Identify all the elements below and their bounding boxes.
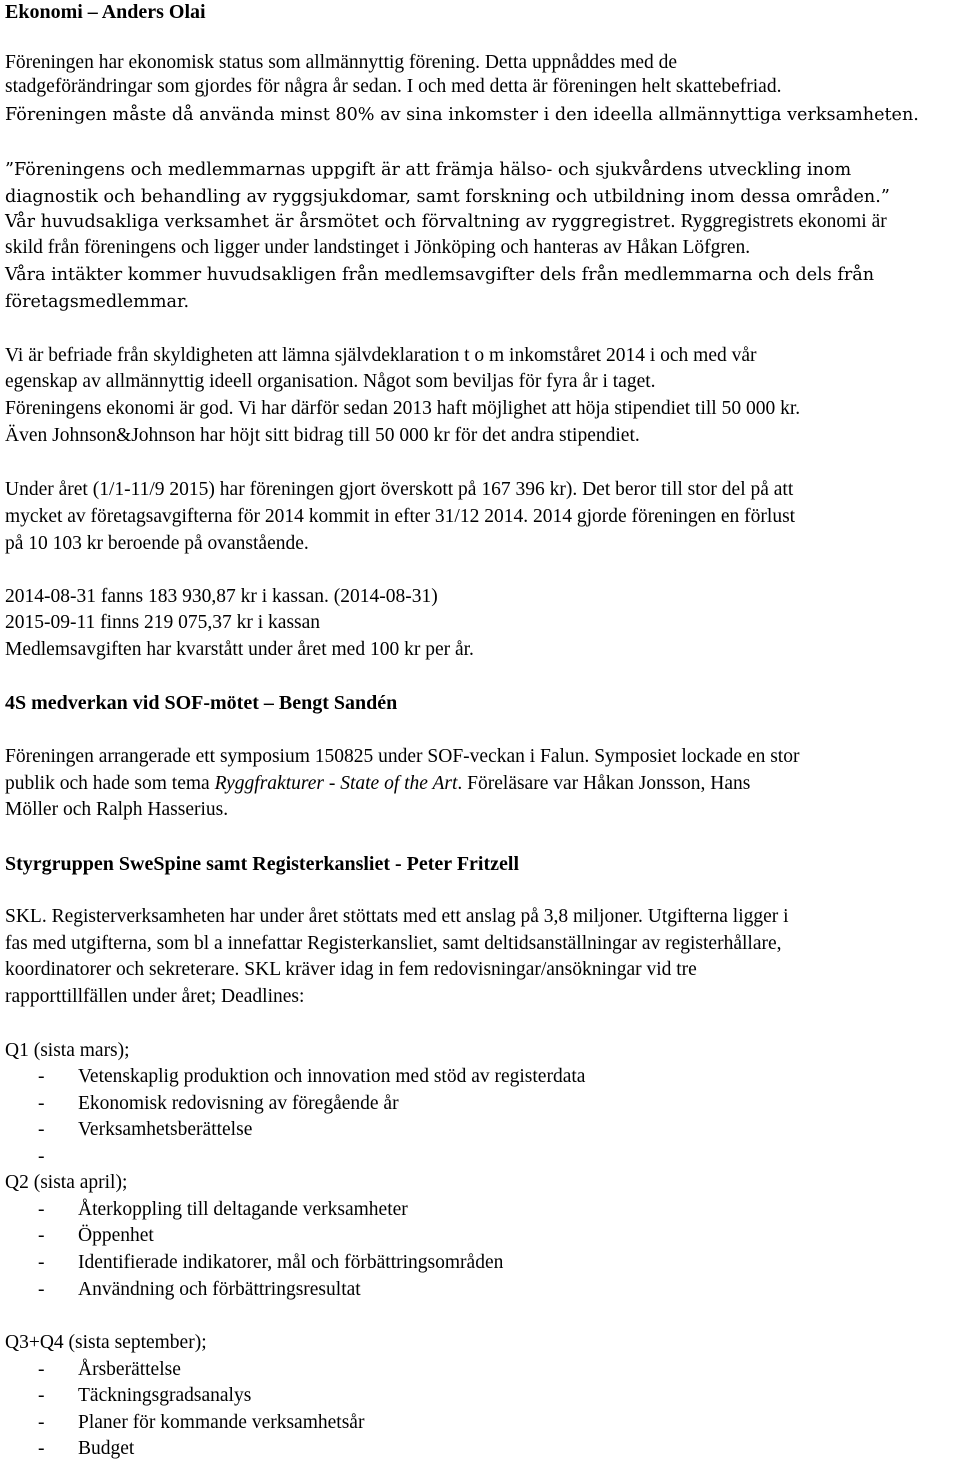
list-item [38, 1437, 134, 1461]
list-item-text: Ekonomisk redovisning av föregående år [78, 1093, 399, 1114]
p4-line-2: egenskap av allmännyttig ideell organisation. Något som beviljas för fyra år i taget. [5, 371, 656, 392]
p3-sentence-b: Ryggregistrets ekonomi är [675, 211, 887, 232]
heading-styrgruppen: Styrgruppen SweSpine samt Registerkansliet - Peter Fritzell [5, 853, 519, 875]
p8-theme-title: Ryggfrakturer - State of the Art [214, 773, 458, 794]
list-item [38, 1358, 181, 1382]
list-item-text: Budget [78, 1438, 135, 1459]
p1-line-1: Föreningen har ekonomisk status som allmännyttig förening. Detta uppnåddes med de [5, 52, 678, 73]
p5-sentence-a: Föreningens ekonomi är god. [5, 398, 234, 419]
list-dash: - [38, 1438, 45, 1459]
list-item-text: Planer för kommande verksamhetsår [78, 1412, 365, 1433]
list-item-text: Verksamhetsberättelse [78, 1119, 253, 1140]
p9-line-3: koordinatorer och sekreterare. SKL kräver idag in fem redovisningar/ansökningar vid tre [5, 959, 697, 980]
p3-line-2: skild från föreningens och ligger under landstinget i Jönköping och hanteras av Håkan Löfgren. [5, 237, 751, 258]
p8-line-2-pre: publik och hade som tema [5, 773, 215, 794]
list-item-text: Återkoppling till deltagande verksamheter [78, 1199, 408, 1220]
p6-line-2: mycket av företagsavgifterna för 2014 kommit in efter 31/12 2014. 2014 gjorde föreningen en förlust [5, 506, 796, 527]
list-item-text: Vetenskaplig produktion och innovation med stöd av registerdata [78, 1066, 586, 1087]
p5-line-1 [5, 397, 800, 421]
list-item [38, 1092, 399, 1116]
heading-ekonomi: Ekonomi – Anders Olai [5, 1, 206, 23]
list-item [38, 1384, 251, 1408]
p8-line-1: Föreningen arrangerade ett symposium 150825 under SOF-veckan i Falun. Symposiet lockade en stor [5, 746, 800, 767]
p3-line-4: företagsmedlemmar. [5, 292, 190, 312]
heading-4s-medverkan: 4S medverkan vid SOF-mötet – Bengt Sandén [5, 692, 398, 714]
list-dash: - [38, 1066, 45, 1087]
p8-line-3: Möller och Ralph Hasserius. [5, 799, 229, 820]
list-item-text: Användning och förbättringsresultat [78, 1279, 361, 1300]
p8-line-2 [5, 772, 750, 796]
list-item-text: Öppenhet [78, 1225, 154, 1246]
p9-line-4: rapporttillfällen under året; Deadlines: [5, 986, 305, 1007]
list-item [38, 1145, 78, 1169]
list-dash: - [38, 1199, 45, 1220]
list-dash: - [38, 1252, 45, 1273]
p9-line-2: fas med utgifterna, som bl a innefattar Registerkansliet, samt deltidsanställningar av registerhållare, [5, 933, 782, 954]
list-dash: - [38, 1146, 45, 1167]
list-item-text: Årsberättelse [78, 1359, 181, 1380]
p6-line-3: på 10 103 kr beroende på ovanstående. [5, 533, 309, 554]
list-item [38, 1251, 503, 1275]
p7-line-3: Medlemsavgiften har kvarstått under året med 100 kr per år. [5, 639, 474, 660]
q34-label: Q3+Q4 (sista september); [5, 1332, 207, 1353]
list-dash: - [38, 1279, 45, 1300]
list-dash: - [38, 1385, 45, 1406]
p8-line-2-post: . Föreläsare var Håkan Jonsson, Hans [457, 773, 751, 794]
list-dash: - [38, 1093, 45, 1114]
list-item [38, 1118, 252, 1142]
list-item [38, 1198, 408, 1222]
q2-label: Q2 (sista april); [5, 1172, 128, 1193]
list-item-text: Identifierade indikatorer, mål och förbättringsområden [78, 1252, 504, 1273]
p2-line-2: diagnostik och behandling av ryggsjukdomar, samt forskning och utbildning inom dessa områden.” [5, 187, 890, 207]
p1-line-2: stadgeförändringar som gjordes för några år sedan. I och med detta är föreningen helt skattebefriad. [5, 76, 782, 97]
p9-line-1: SKL. Registerverksamheten har under året stöttats med ett anslag på 3,8 miljoner. Utgifterna ligger i [5, 906, 789, 927]
list-item [38, 1065, 585, 1089]
p7-line-2: 2015-09-11 finns 219 075,37 kr i kassan [5, 612, 321, 633]
list-item-text: Täckningsgradsanalys [78, 1385, 252, 1406]
p5-line-2: Även Johnson&Johnson har höjt sitt bidrag till 50 000 kr för det andra stipendiet. [5, 425, 640, 446]
p3-line-1 [5, 210, 887, 234]
q1-label: Q1 (sista mars); [5, 1040, 130, 1061]
list-dash: - [38, 1359, 45, 1380]
p3-line-3: Våra intäkter kommer huvudsakligen från medlemsavgifter dels från medlemmarna och dels från [5, 265, 875, 285]
list-dash: - [38, 1225, 45, 1246]
list-item [38, 1224, 154, 1248]
list-item [38, 1278, 361, 1302]
list-dash: - [38, 1412, 45, 1433]
p5-sentence-b: Vi har därför sedan 2013 haft möjlighet att höja stipendiet till 50 000 kr. [233, 398, 801, 419]
p7-line-1: 2014-08-31 fanns 183 930,87 kr i kassan. (2014-08-31) [5, 586, 438, 607]
list-item [38, 1411, 364, 1435]
p1-line-3: Föreningen måste då använda minst 80% av sina inkomster i den ideella allmännyttiga verksamheten. [5, 105, 919, 125]
p4-line-1: Vi är befriade från skyldigheten att lämna självdeklaration t o m inkomståret 2014 i och med vår [5, 345, 757, 366]
p3-sentence-a: Vår huvudsakliga verksamhet är årsmötet och förvaltning av ryggregistret. [5, 212, 676, 232]
list-dash: - [38, 1119, 45, 1140]
p2-line-1: ”Föreningens och medlemmarnas uppgift är att främja hälso- och sjukvårdens utveckling inom [5, 160, 852, 180]
p6-line-1: Under året (1/1-11/9 2015) har föreningen gjort överskott på 167 396 kr). Det beror till stor del på att [5, 479, 794, 500]
